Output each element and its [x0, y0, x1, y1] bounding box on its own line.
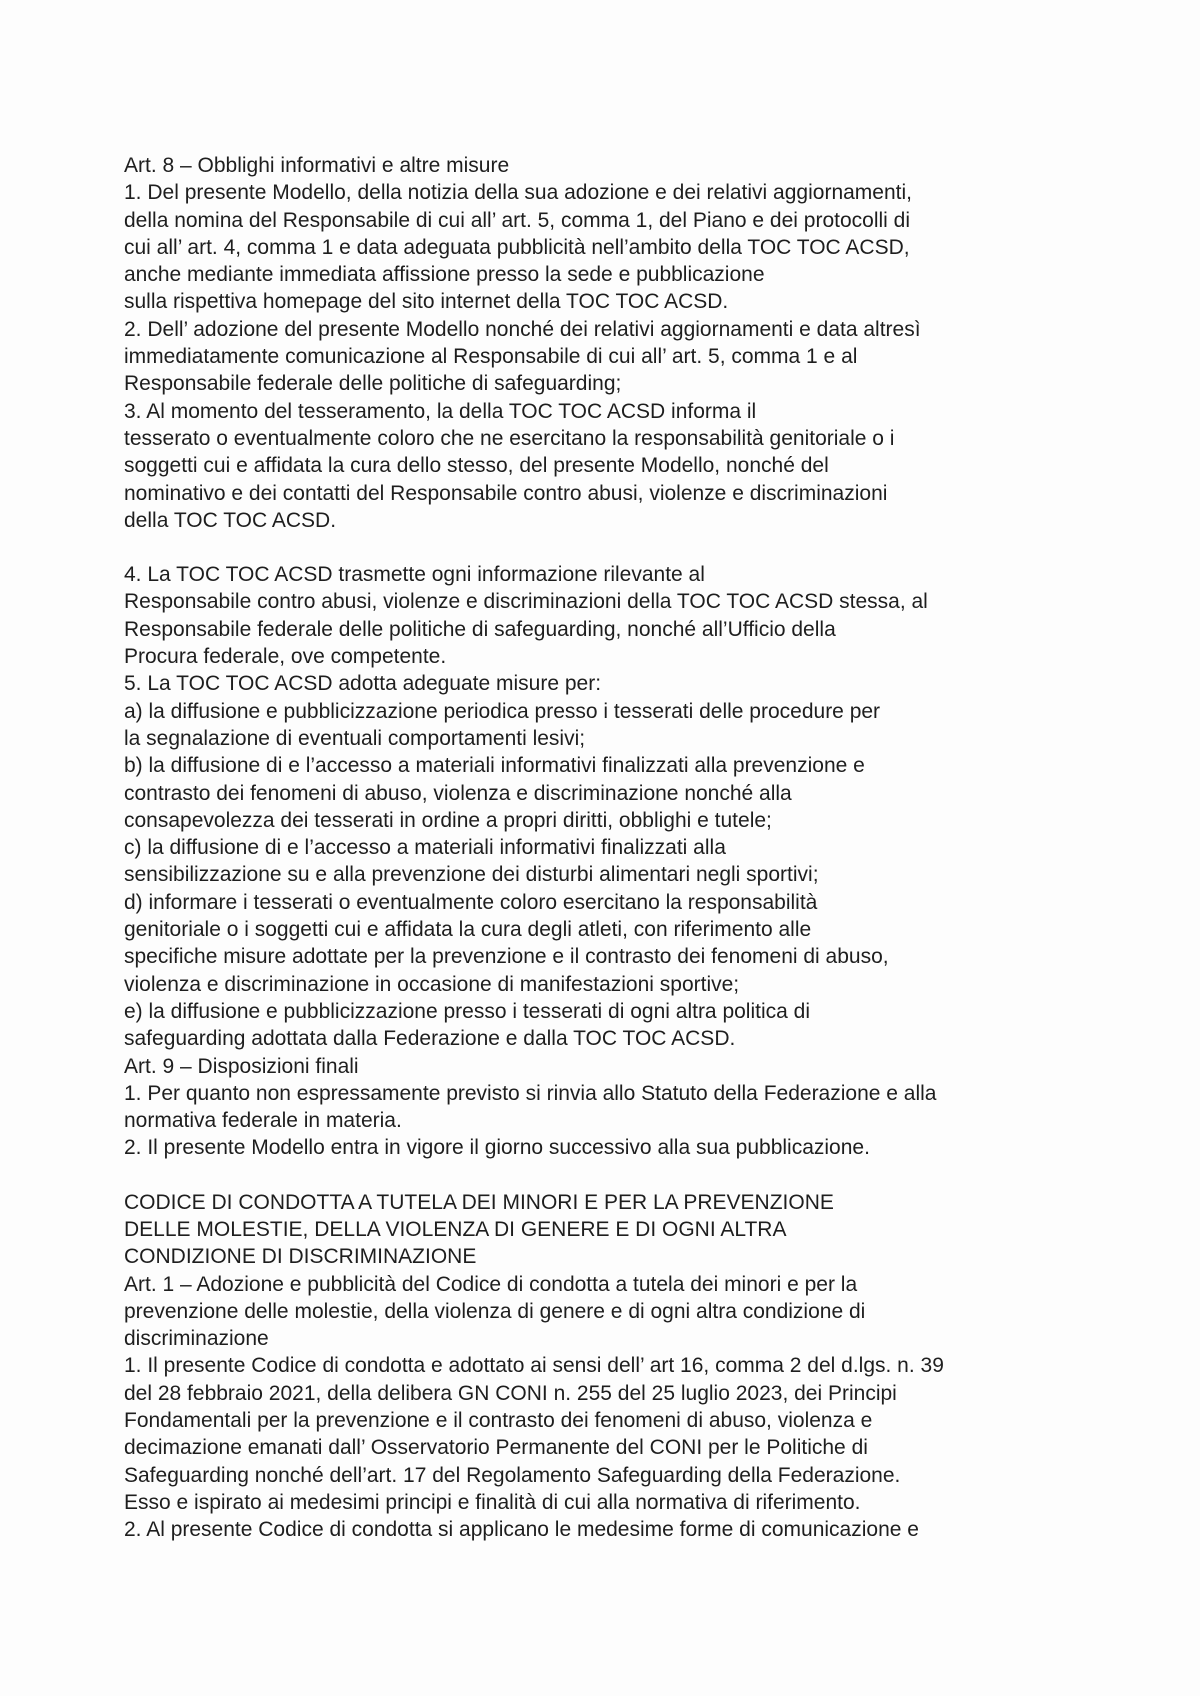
text-line: Fondamentali per la prevenzione e il contrasto dei fenomeni di abuso, violenza e [124, 1409, 873, 1433]
text-line: del 28 febbraio 2021, della delibera GN CONI n. 255 del 25 luglio 2023, dei Principi [124, 1381, 897, 1405]
text-line: della nomina del Responsabile di cui all’ art. 5, comma 1, del Piano e dei protocolli di [124, 208, 910, 232]
text-line: soggetti cui e affidata la cura dello stesso, del presente Modello, nonché del [124, 454, 829, 478]
text-line: tesserato o eventualmente coloro che ne esercitano la responsabilità genitoriale o i [124, 426, 895, 450]
text-line: violenza e discriminazione in occasione di manifestazioni sportive; [124, 972, 740, 996]
text-line: Procura federale, ove competente. [124, 645, 447, 669]
text-line: consapevolezza dei tesserati in ordine a propri diritti, obblighi e tutele; [124, 808, 772, 832]
article-8-continued-block [124, 561, 1074, 1162]
text-line: c) la diffusione di e l’accesso a materiali informativi finalizzati alla [124, 836, 726, 860]
code-of-conduct-title: CONDIZIONE DI DISCRIMINAZIONE [124, 1245, 477, 1269]
text-line: cui all’ art. 4, comma 1 e data adeguata pubblicità nell’ambito della TOC TOC ACSD, [124, 235, 910, 259]
text-line: Responsabile contro abusi, violenze e discriminazioni della TOC TOC ACSD stessa, al [124, 590, 928, 614]
text-line: sensibilizzazione su e alla prevenzione dei disturbi alimentari negli sportivi; [124, 863, 819, 887]
article-1-heading: discriminazione [124, 1327, 269, 1351]
text-line: safeguarding adottata dalla Federazione e dalla TOC TOC ACSD. [124, 1027, 736, 1051]
text-line: 2. Il presente Modello entra in vigore il giorno successivo alla sua pubblicazione. [124, 1136, 870, 1160]
text-line: Responsabile federale delle politiche di safeguarding; [124, 372, 622, 396]
code-of-conduct-block [124, 1189, 1074, 1544]
text-line: sulla rispettiva homepage del sito internet della TOC TOC ACSD. [124, 290, 729, 314]
text-line: Esso e ispirato ai medesimi principi e finalità di cui alla normativa di riferimento. [124, 1490, 861, 1514]
text-line: a) la diffusione e pubblicizzazione periodica presso i tesserati delle procedure per [124, 699, 881, 723]
text-line: decimazione emanati dall’ Osservatorio Permanente del CONI per le Politiche di [124, 1436, 868, 1460]
document-body [124, 152, 1074, 1544]
code-of-conduct-title: CODICE DI CONDOTTA A TUTELA DEI MINORI E PER LA PREVENZIONE [124, 1190, 834, 1214]
text-line: 5. La TOC TOC ACSD adotta adeguate misure per: [124, 672, 602, 696]
text-line: b) la diffusione di e l’accesso a materiali informativi finalizzati alla prevenzione e [124, 754, 865, 778]
article-8-heading: Art. 8 – Obblighi informativi e altre misure [124, 154, 510, 177]
text-line: contrasto dei fenomeni di abuso, violenza e discriminazione nonché alla [124, 781, 792, 805]
text-line: e) la diffusione e pubblicizzazione presso i tesserati di ogni altra politica di [124, 999, 810, 1023]
text-line: 3. Al momento del tesseramento, la della TOC TOC ACSD informa il [124, 399, 757, 423]
text-line: anche mediante immediata affissione presso la sede e pubblicazione [124, 263, 765, 287]
article-8-block [124, 152, 1074, 534]
text-line: 1. Per quanto non espressamente previsto si rinvia allo Statuto della Federazione e alla [124, 1081, 937, 1105]
text-line: immediatamente comunicazione al Responsabile di cui all’ art. 5, comma 1 e al [124, 345, 858, 369]
text-line: specifiche misure adottate per la prevenzione e il contrasto dei fenomeni di abuso, [124, 945, 889, 969]
code-of-conduct-title: DELLE MOLESTIE, DELLA VIOLENZA DI GENERE E DI OGNI ALTRA [124, 1217, 787, 1241]
text-line: la segnalazione di eventuali comportamenti lesivi; [124, 726, 586, 750]
text-line: 2. Al presente Codice di condotta si applicano le medesime forme di comunicazione e [124, 1518, 919, 1542]
text-line: 4. La TOC TOC ACSD trasmette ogni informazione rilevante al [124, 563, 705, 587]
text-line: genitoriale o i soggetti cui e affidata la cura degli atleti, con riferimento alle [124, 918, 812, 942]
text-line: 2. Dell’ adozione del presente Modello nonché dei relativi aggiornamenti e data altresì [124, 317, 921, 341]
text-line: normativa federale in materia. [124, 1109, 402, 1133]
paragraph-gap [124, 534, 1074, 561]
text-line: nominativo e dei contatti del Responsabile contro abusi, violenze e discriminazioni [124, 481, 888, 505]
article-1-heading: Art. 1 – Adozione e pubblicità del Codice di condotta a tutela dei minori e per la [124, 1272, 858, 1296]
article-9-heading: Art. 9 – Disposizioni finali [124, 1054, 359, 1078]
text-line: d) informare i tesserati o eventualmente coloro esercitano la responsabilità [124, 890, 818, 914]
article-1-heading: prevenzione delle molestie, della violenza di genere e di ogni altra condizione di [124, 1299, 866, 1323]
text-line: della TOC TOC ACSD. [124, 508, 337, 532]
text-line: 1. Del presente Modello, della notizia della sua adozione e dei relativi aggiornamenti, [124, 181, 912, 205]
text-line: Safeguarding nonché dell’art. 17 del Regolamento Safeguarding della Federazione. [124, 1463, 901, 1487]
text-line: Responsabile federale delle politiche di safeguarding, nonché all’Ufficio della [124, 617, 836, 641]
paragraph-gap [124, 1162, 1074, 1189]
text-line: 1. Il presente Codice di condotta e adottato ai sensi dell’ art 16, comma 2 del d.lgs. n. 39 [124, 1354, 944, 1378]
